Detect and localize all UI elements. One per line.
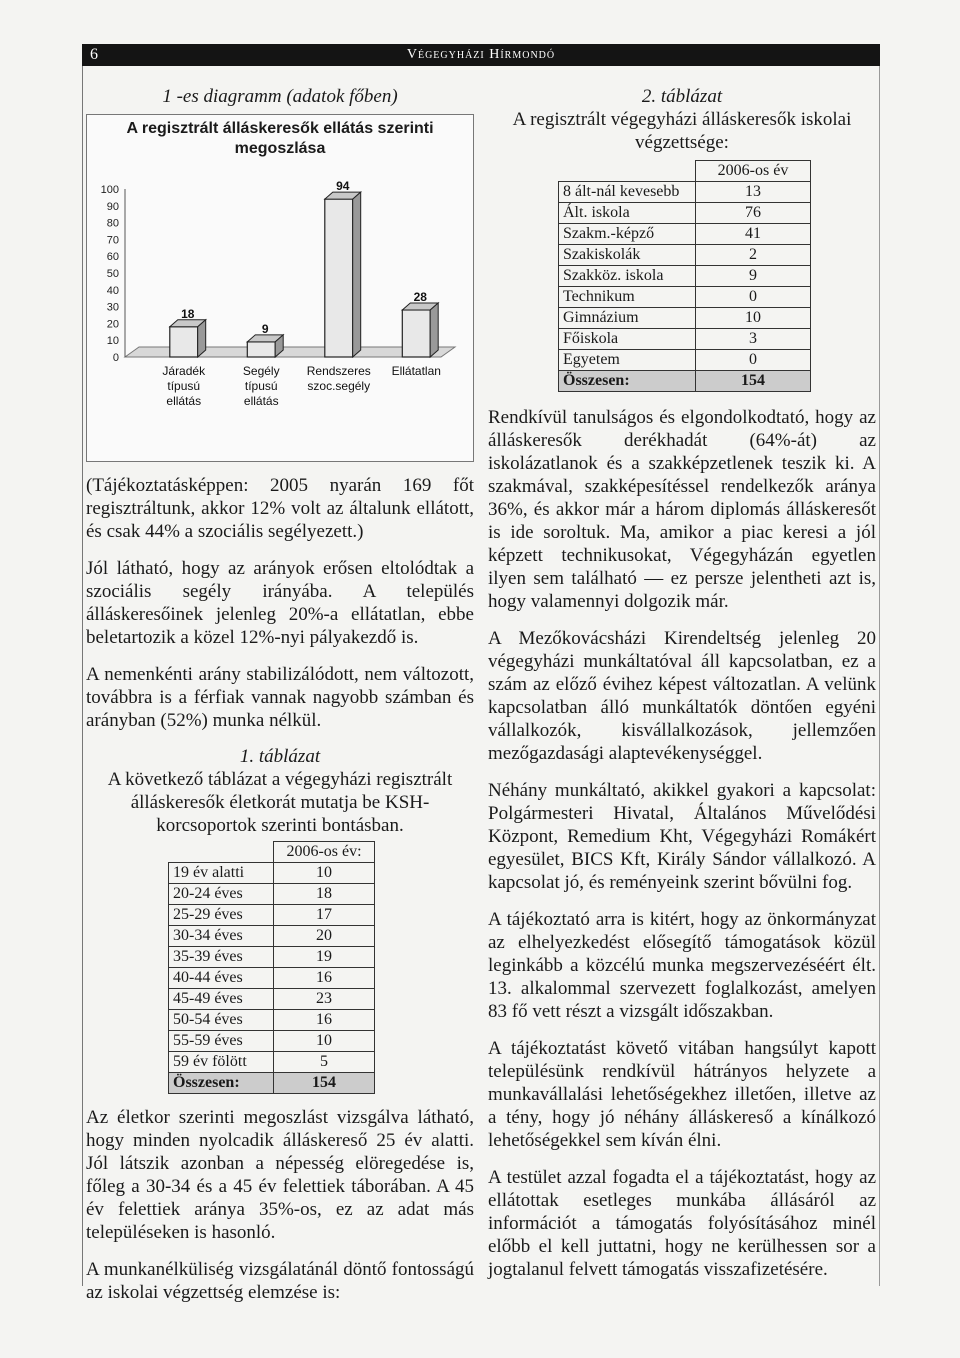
x-category-label: típusú (167, 379, 201, 393)
education-table-row-label: Főiskola (559, 329, 696, 350)
bar (247, 342, 275, 357)
paragraph-2005-info: (Tájékoztatásképpen: 2005 nyarán 169 főt regisztráltunk, akkor 12% volt az általunk ellátott, és csak 44% a szociális segélyezett.) (86, 475, 474, 542)
education-table-row (559, 182, 811, 203)
education-table-row-value: 0 (696, 350, 811, 371)
paragraph-debate: A tájékoztatást követő vitában hangsúlyt kapott településünk rendkívül hátrányos helyzete a munkavállalási lehetőségekhez illetően, illetve az a tény, hogy jó néhány álláskereső a kínálkozó lehetőségekkel sem kíván élni. (488, 1038, 876, 1151)
education-table-row-value: 0 (696, 287, 811, 308)
x-category-label: szoc.segély (307, 379, 371, 393)
age-table-header: 2006-os év: (274, 842, 375, 863)
education-table-row-label: Szakköz. iskola (559, 266, 696, 287)
chart-title: A regisztrált álláskeresők ellátás szerinti megoszlása (126, 120, 434, 157)
bar-value-label: 28 (413, 289, 427, 304)
left-column (86, 86, 474, 1318)
table2-caption: 2. táblázat (641, 86, 723, 107)
education-table-row (559, 266, 811, 287)
table1-description: A következő táblázat a végegyházi regisztrált álláskeresők életkorát mutatja be KSH-korcsoportok szerinti bontásban. (107, 769, 453, 836)
education-table-total-row (559, 371, 811, 392)
education-table-row-label: Gimnázium (559, 308, 696, 329)
age-table-row-value: 10 (274, 863, 375, 884)
age-table-row (169, 863, 375, 884)
age-table-row-value: 5 (274, 1052, 375, 1073)
age-table-row (169, 905, 375, 926)
education-table-total-value: 154 (696, 371, 811, 392)
x-category-label: ellátás (243, 394, 279, 408)
education-table-row-value: 13 (696, 182, 811, 203)
age-table-row (169, 884, 375, 905)
age-table-row-label: 50-54 éves (169, 1010, 274, 1031)
education-table-row (559, 203, 811, 224)
age-table-total-label: Összesen: (169, 1073, 274, 1094)
y-tick-label: 30 (106, 301, 119, 314)
education-table-row-label: Szakiskolák (559, 245, 696, 266)
education-table-row-label: 8 ált-nál kevesebb (559, 182, 696, 203)
age-table-row-label: 25-29 éves (169, 905, 274, 926)
age-table-row (169, 989, 375, 1010)
bar-side (430, 303, 438, 357)
age-table-row-label: 45-49 éves (169, 989, 274, 1010)
x-category-label: Járadék (162, 364, 206, 378)
bar-side (198, 320, 206, 357)
age-table-row-value: 10 (274, 1031, 375, 1052)
age-table-row-value: 19 (274, 947, 375, 968)
age-table-wrap (168, 841, 474, 1094)
x-category-label: Segély (242, 364, 280, 378)
x-category-label: Ellátatlan (391, 364, 441, 378)
table2-description: A regisztrált végegyházi álláskeresők iskolai végzettsége: (512, 109, 852, 153)
paragraph-education-analysis: Rendkívül tanulságos és elgondolkodtató, hogy az álláskeresők derékhadát (64%-át) az iskolázatlanok és a szakképzetlenek teszik ki. A szakmával, szakképesítéssel rendelkezők aránya 36%, és akkor már a három diplomás álláskeresőt is ide soroltuk. Ma, amikor a piac keresi a jól képzett technikusokat, Végegyházán egyetlen ilyen sem található — ez persze jelentheti azt is, hogy valamennyi dolgozik már. (488, 407, 876, 612)
age-table-row (169, 1052, 375, 1073)
bar (325, 199, 353, 357)
education-table-row-label: Ált. iskola (559, 203, 696, 224)
chart-box (86, 114, 474, 462)
y-tick-label: 10 (106, 335, 119, 348)
age-table-row (169, 1010, 375, 1031)
age-table-row-value: 20 (274, 926, 375, 947)
education-table-wrap (558, 160, 876, 392)
paragraph-public-work: A tájékoztató arra is kitért, hogy az önkormányzat az elhelyezkedést elősegítő támogatások közül leginkább a közcélú munka megszervezéséért élt. 13. alkalommal szervezett foglalkozást, amelyen 83 fő vett részt a vizsgált időszakban. (488, 909, 876, 1022)
education-table-row (559, 350, 811, 371)
page-number: 6 (90, 46, 98, 63)
x-category-label: típusú (244, 379, 278, 393)
bar-value-label: 18 (181, 306, 195, 321)
table1-caption: 1. táblázat (239, 746, 321, 767)
education-table-row (559, 245, 811, 266)
age-table-row (169, 947, 375, 968)
education-table-row (559, 308, 811, 329)
bar-value-label: 9 (261, 321, 269, 336)
chart-caption: 1 -es diagramm (adatok főben) (162, 86, 398, 107)
paragraph-age-analysis: Az életkor szerinti megoszlást vizsgálva látható, hogy minden nyolcadik álláskereső 25 év alatti. Jól látszik azonban a népesség elöregedése is, főleg a 30-34 és a 45 év felettiek táborában. A 45 év felettiek aránya 35%-os, ez az adat más településeken is hasonló. (86, 1107, 474, 1243)
education-table-row (559, 224, 811, 245)
bar-value-label: 94 (336, 179, 350, 194)
age-table-row (169, 926, 375, 947)
education-table-row (559, 287, 811, 308)
age-table-row-label: 35-39 éves (169, 947, 274, 968)
education-table-row-label: Egyetem (559, 350, 696, 371)
paragraph-gender-ratio: A nemenkénti arány stabilizálódott, nem változott, továbbra is a férfiak vannak nagyobb számban és arányban (52%) munka nélkül. (86, 664, 474, 731)
age-table-row-label: 30-34 éves (169, 926, 274, 947)
paragraph-decision: A testület azzal fogadta el a tájékoztatást, hogy az ellátottak esetleges munkába állásáról az információt a támogatás folyósításához minél előbb el kell juttatni, hogy ne kerülhessen sor a jogtalanul felvett támogatás visszafizetésére. (488, 1167, 876, 1280)
age-table (168, 841, 375, 1094)
age-table-row (169, 968, 375, 989)
y-tick-label: 100 (100, 184, 119, 196)
education-table-row-label: Technikum (559, 287, 696, 308)
education-table-row-value: 41 (696, 224, 811, 245)
y-tick-label: 70 (106, 234, 119, 247)
age-table-row-value: 16 (274, 1010, 375, 1031)
education-table-header: 2006-os év (696, 161, 811, 182)
age-table-total-row (169, 1073, 375, 1094)
education-table-total-label: Összesen: (559, 371, 696, 392)
y-tick-label: 60 (106, 251, 119, 264)
age-table-row-label: 59 év fölött (169, 1052, 274, 1073)
y-tick-label: 0 (112, 352, 119, 364)
y-tick-label: 90 (106, 200, 119, 213)
paragraph-employers: A Mezőkovácsházi Kirendeltség jelenleg 20 végegyházi munkáltatóval áll kapcsolatban, ez a szám az előző évihez képest változatlan. A velünk kapcsolatban álló munkáltatók döntően egyéni vállalkozók, kisvállalkozások, jellemzően mezőgazdasági alaptevékenységgel. (488, 628, 876, 764)
y-tick-label: 40 (106, 284, 119, 297)
age-table-row-value: 23 (274, 989, 375, 1010)
education-table-row-value: 9 (696, 266, 811, 287)
paragraph-education-intro: A munkanélküliség vizsgálatánál döntő fontosságú az iskolai végzettség elemzése is: (86, 1259, 474, 1303)
newsletter-title: Végegyházi Hírmondó (406, 47, 556, 62)
education-table-row-label: Szakm.-képző (559, 224, 696, 245)
paragraph-employer-list: Néhány munkáltató, akikkel gyakori a kapcsolat: Polgármesteri Hivatal, Általános Művelődési Központ, Remedium Kht, Végegyházi Romákért egyesület, BICS Kft, Király Sándor vállalkozó. A kapcsolat jó, és reményeink szerint bővülni fog. (488, 780, 876, 893)
bar (402, 310, 430, 357)
x-category-label: Rendszeres (306, 364, 371, 378)
page-header (82, 44, 880, 66)
education-table-row-value: 3 (696, 329, 811, 350)
x-category-label: ellátás (166, 394, 202, 408)
right-column (488, 86, 876, 1295)
age-table-row-value: 17 (274, 905, 375, 926)
age-table-row-label: 20-24 éves (169, 884, 274, 905)
education-table-row-value: 76 (696, 203, 811, 224)
education-table-row-value: 2 (696, 245, 811, 266)
bar-side (353, 192, 361, 357)
bar (170, 327, 198, 357)
education-table-row (559, 329, 811, 350)
y-tick-label: 80 (106, 217, 119, 230)
age-table-row-value: 16 (274, 968, 375, 989)
y-tick-label: 50 (106, 268, 119, 280)
age-table-total-value: 154 (274, 1073, 375, 1094)
paragraph-ratio-shift: Jól látható, hogy az arányok erősen eltolódtak a szociális segély irányába. A település álláskeresőinek jelenleg 20%-a ellátatlan, ebbe beletartozik a közel 12%-nyi pályakezdő is. (86, 558, 474, 648)
age-table-row-label: 19 év alatti (169, 863, 274, 884)
bar-chart (87, 159, 473, 459)
age-table-row-label: 55-59 éves (169, 1031, 274, 1052)
education-table (558, 160, 811, 392)
y-tick-label: 20 (106, 318, 119, 331)
age-table-row (169, 1031, 375, 1052)
age-table-row-value: 18 (274, 884, 375, 905)
education-table-row-value: 10 (696, 308, 811, 329)
age-table-row-label: 40-44 éves (169, 968, 274, 989)
